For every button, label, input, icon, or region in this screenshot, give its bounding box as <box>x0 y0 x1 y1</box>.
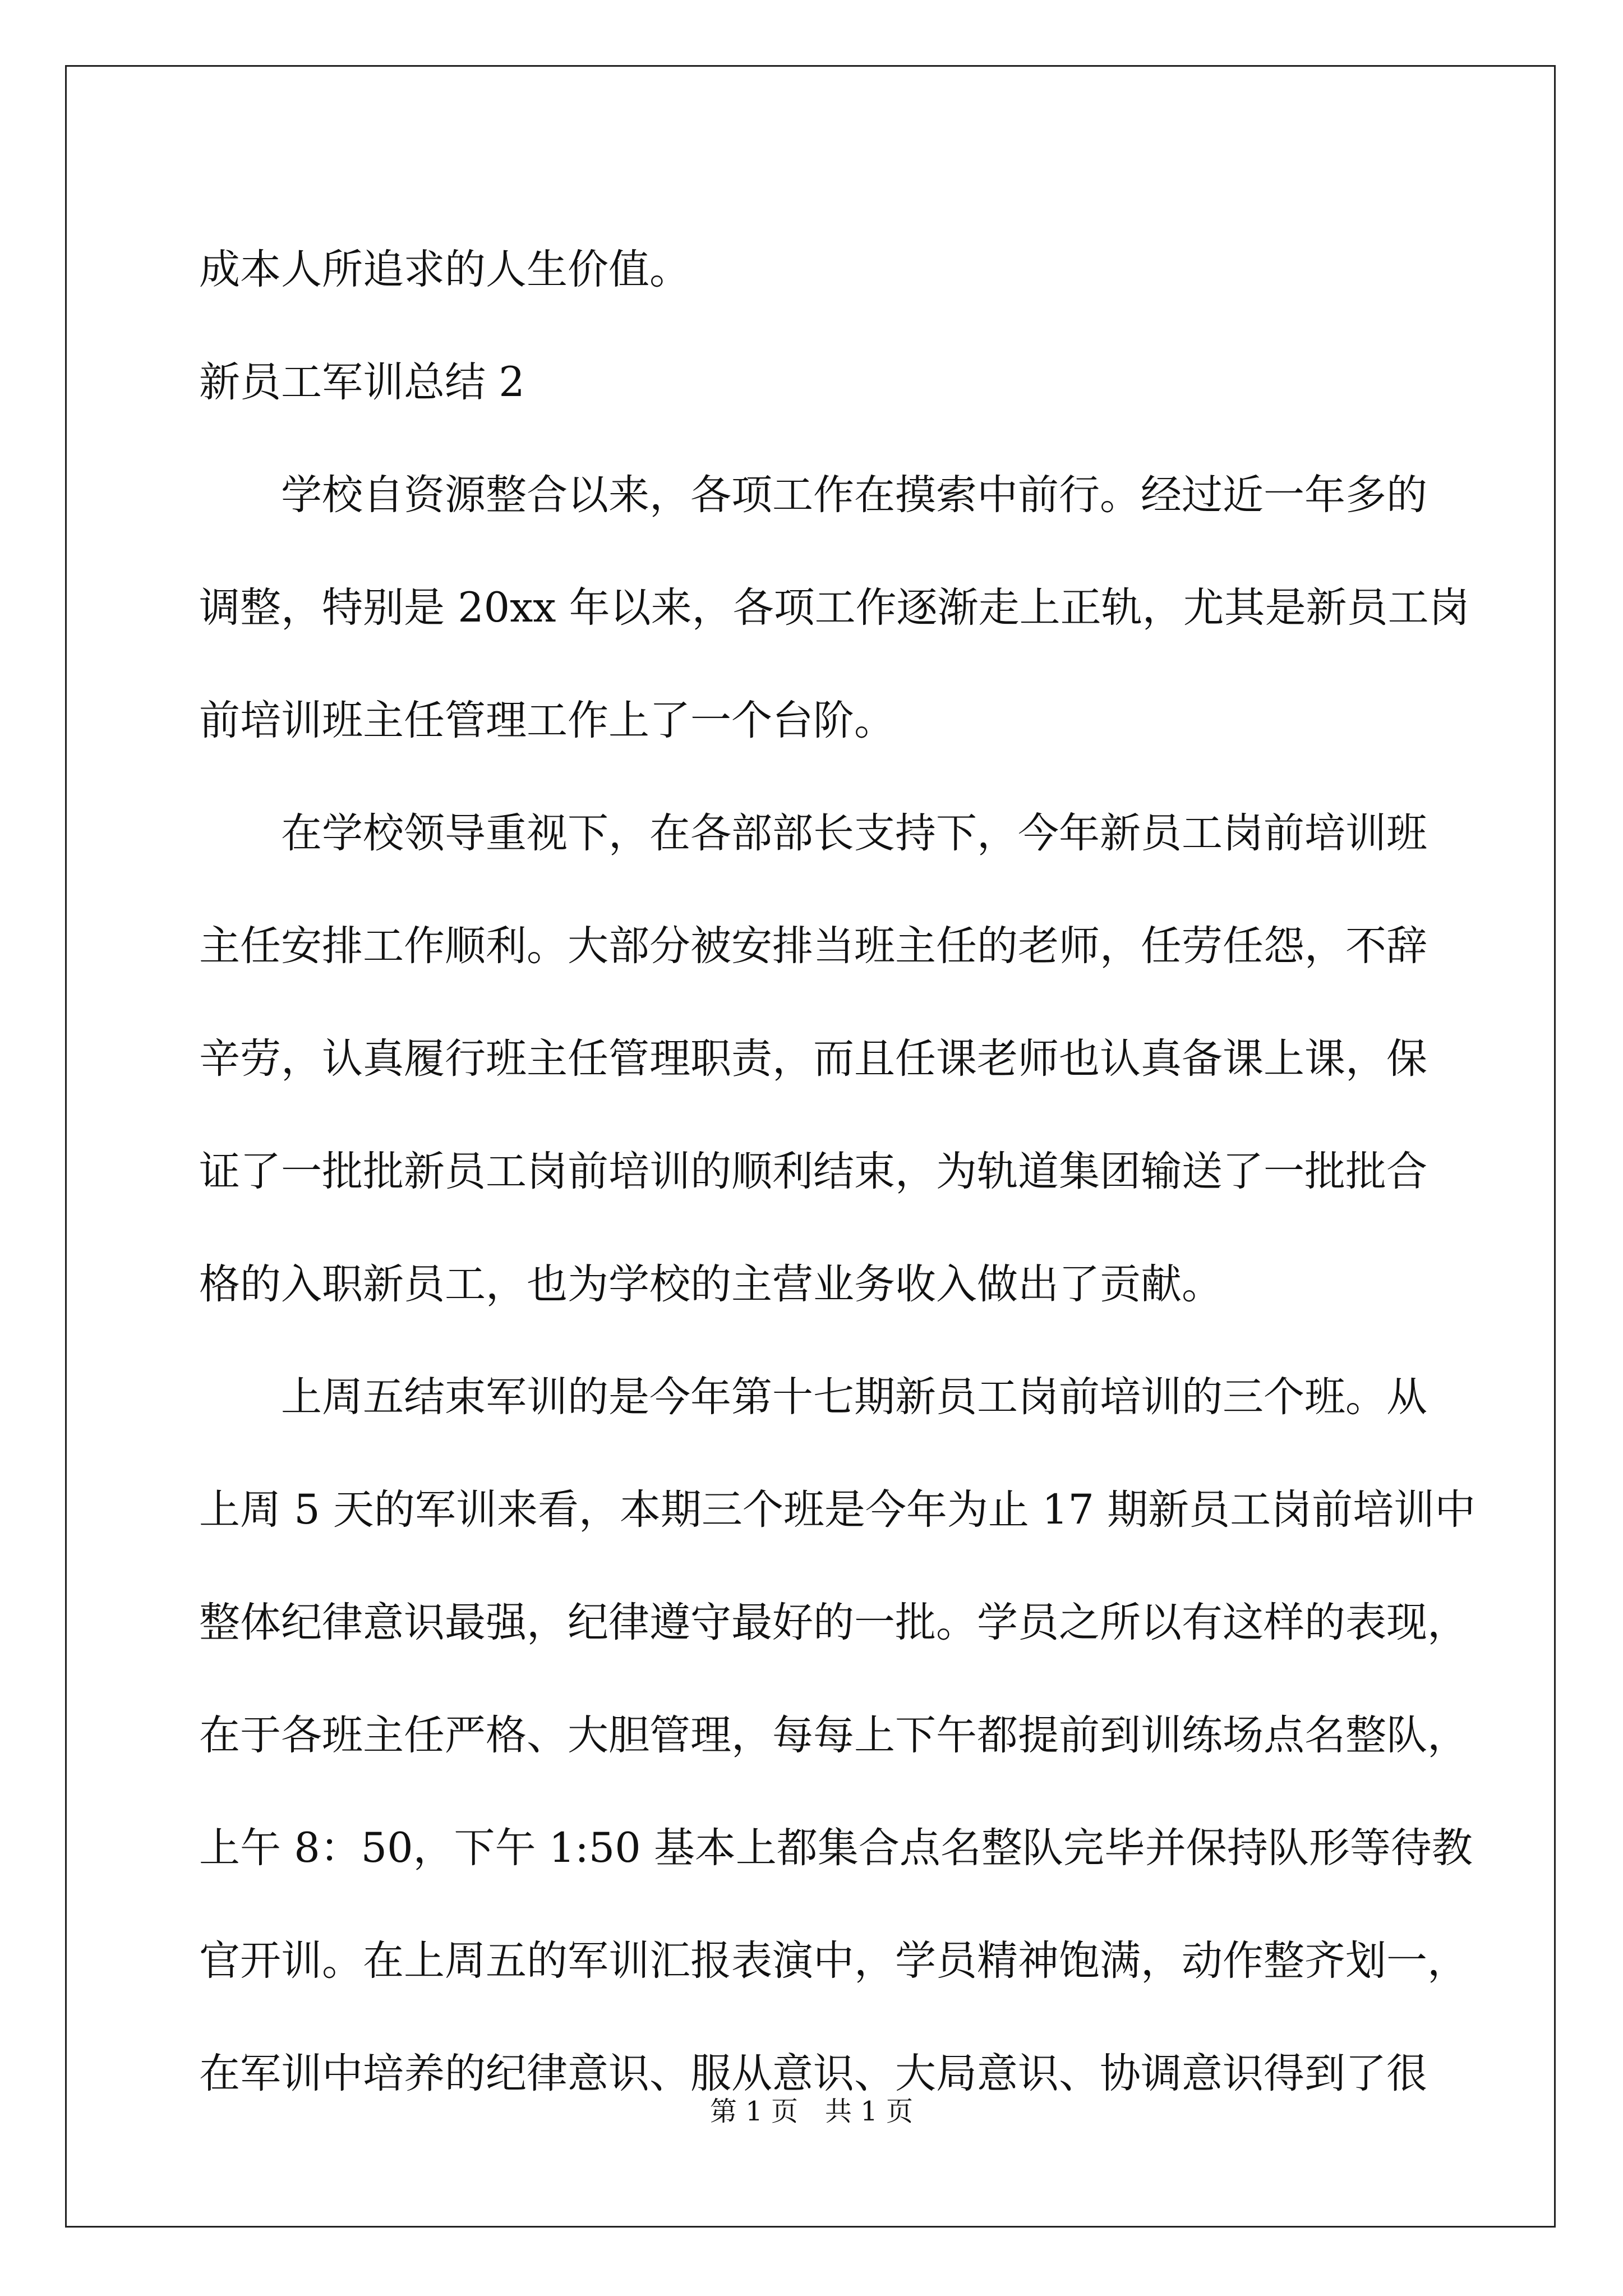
body-line: 格的入职新员工，也为学校的主营业务收入做出了贡献。 <box>199 1260 1223 1308</box>
page-count: 共 1 页 <box>825 2096 914 2127</box>
section-title: 新员工军训总结 2 <box>199 358 525 406</box>
body-line: 上周五结束军训的是今年第十七期新员工岗前培训的三个班。从 <box>281 1373 1427 1421</box>
body-line: 官开训。在上周五的军训汇报表演中，学员精神饱满，动作整齐划一， <box>199 1937 1468 1985</box>
body-line: 上周 5 天的军训来看，本期三个班是今年为止 17 期新员工岗前培训中 <box>199 1486 1476 1534</box>
document-body <box>199 213 1476 2130</box>
body-line: 主任安排工作顺利。大部分被安排当班主任的老师，任劳任怨，不辞 <box>199 922 1427 970</box>
body-line: 前培训班主任管理工作上了一个台阶。 <box>199 697 895 744</box>
body-line: 成本人所追求的人生价值。 <box>199 246 690 293</box>
body-line: 上午 8：50，下午 1:50 基本上都集合点名整队完毕并保持队形等待教 <box>199 1824 1473 1872</box>
page-footer <box>0 2095 1623 2128</box>
page-number: 第 1 页 <box>709 2096 798 2127</box>
body-line: 在于各班主任严格、大胆管理，每每上下午都提前到训练场点名整队， <box>199 1711 1468 1759</box>
body-line: 整体纪律意识最强，纪律遵守最好的一批。学员之所以有这样的表现， <box>199 1599 1468 1646</box>
body-line: 证了一批批新员工岗前培训的顺利结束，为轨道集团输送了一批批合 <box>199 1148 1427 1195</box>
body-line: 在学校领导重视下，在各部部长支持下，今年新员工岗前培训班 <box>281 809 1427 857</box>
body-line: 辛劳，认真履行班主任管理职责，而且任课老师也认真备课上课，保 <box>199 1035 1427 1083</box>
body-line: 学校自资源整合以来，各项工作在摸索中前行。经过近一年多的 <box>281 471 1427 519</box>
body-line: 在军训中培养的纪律意识、服从意识、大局意识、协调意识得到了很 <box>199 2050 1427 2097</box>
body-line: 调整，特别是 20xx 年以来，各项工作逐渐走上正轨，尤其是新员工岗 <box>199 584 1470 632</box>
